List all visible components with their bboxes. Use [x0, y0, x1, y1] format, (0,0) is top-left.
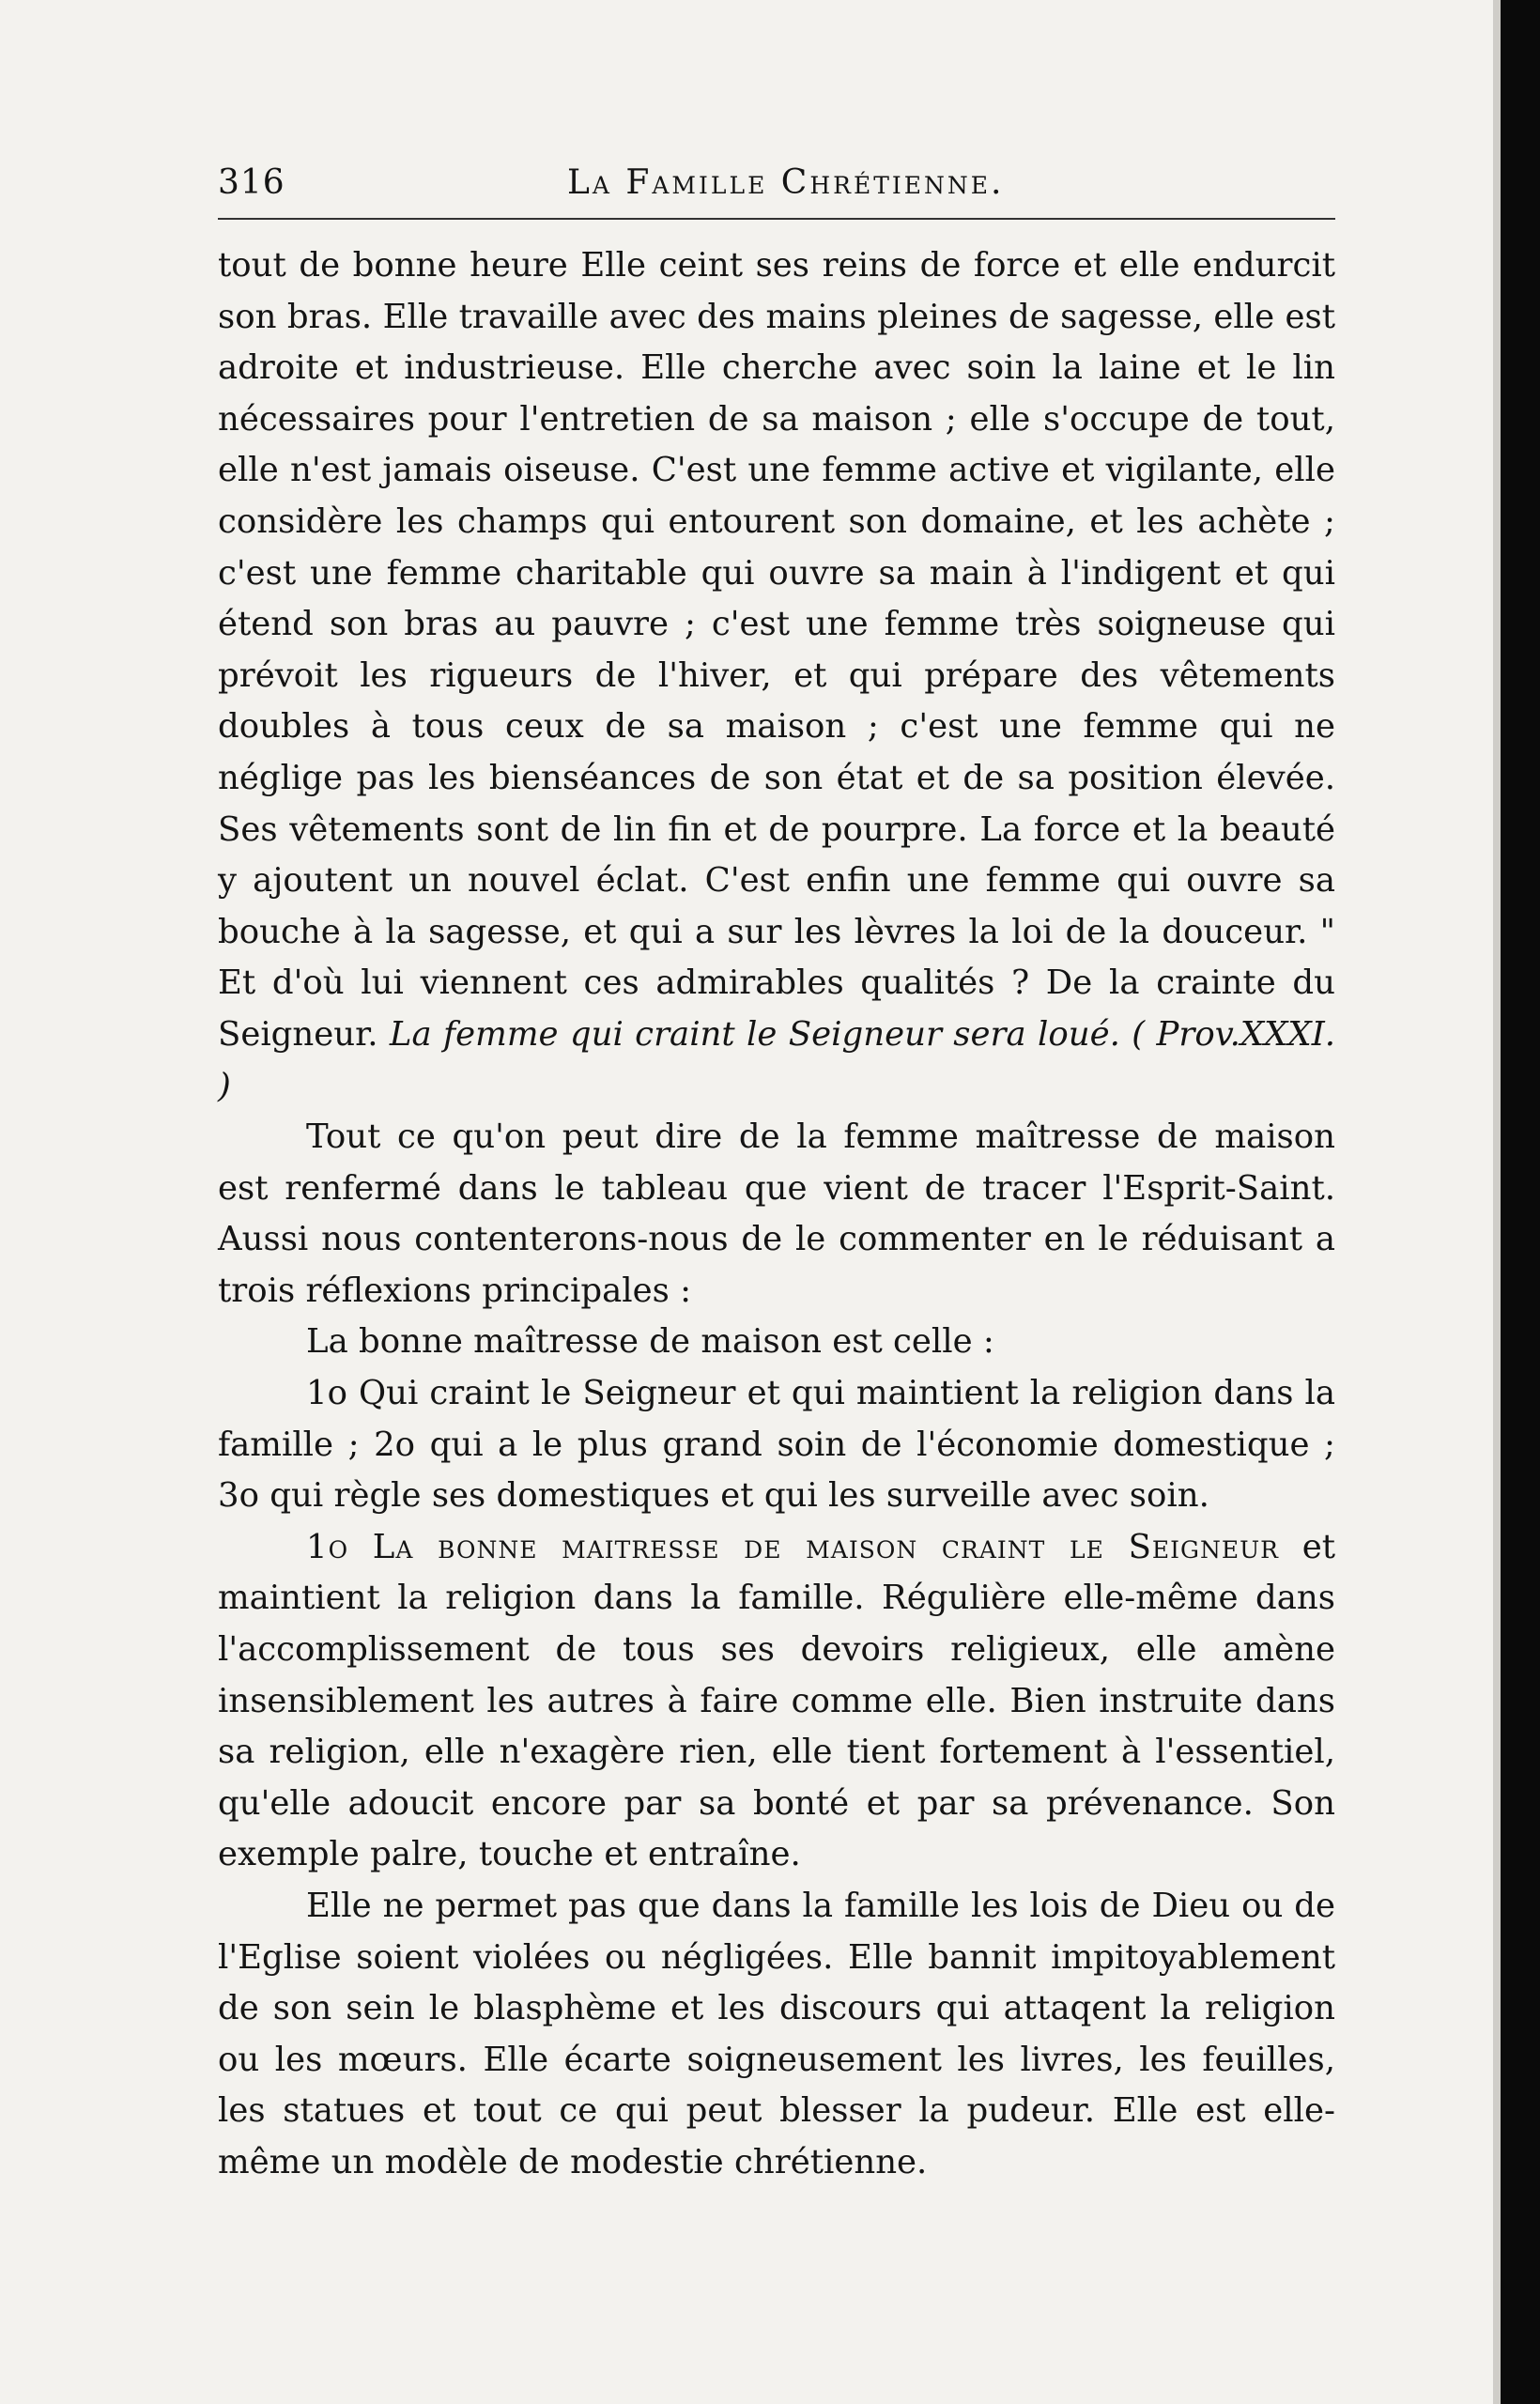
section-heading: 1o La bonne maitresse de maison craint le Seigneur	[306, 1527, 1280, 1566]
paragraph-4: 1o Qui craint le Seigneur et qui maintient la religion dans la famille ; 2o qui a le plus grand soin de l'économie domestique ; 3o qui règle ses domestiques et qui les surveille avec soin.	[218, 1374, 1335, 1516]
page-header	[218, 160, 1335, 216]
scripture-quote: La femme qui craint le Seigneur sera loué. ( Prov.XXXI. )	[218, 1014, 1335, 1105]
paragraph-3: La bonne maîtresse de maison est celle :	[306, 1322, 994, 1362]
header-rule	[218, 218, 1335, 220]
running-title: La Famille Chrétienne.	[567, 163, 1005, 202]
page-edge	[1493, 0, 1501, 2404]
paragraph-5-text: et maintient la religion dans la famille. Régulière elle-même dans l'accomplissement de tous ses devoirs religieux, elle amène insensiblement les autres à faire comme elle. Bien instruite dans sa religion, elle n'exagère rien, elle tient fortement à l'essentiel, qu'elle adoucit encore par sa bonté et par sa prévenance. Son exemple palre, touche et entraîne.	[218, 1527, 1335, 1874]
paragraph-2: Tout ce qu'on peut dire de la femme maîtresse de maison est renfermé dans le tableau que vient de tracer l'Esprit-Saint. Aussi nous contenterons-nous de le commenter en le réduisant a trois réflexions principales :	[218, 1117, 1335, 1310]
paragraph-1	[218, 240, 1335, 1112]
page-number: 316	[218, 163, 285, 202]
paragraph-1-text: tout de bonne heure Elle ceint ses reins de force et elle endurcit son bras. Elle travaille avec des mains pleines de sagesse, elle est adroite et industrieuse. Elle cherche avec soin la laine et le lin nécessaires pour l'entretien de sa maison ; elle s'occupe de tout, elle n'est jamais oiseuse. C'est une femme active et vigilante, elle considère les champs qui entourent son domaine, et les achète ; c'est une femme charitable qui ouvre sa main à l'indigent et qui étend son bras au pauvre ; c'est une femme très soigneuse qui prévoit les rigueurs de l'hiver, et qui prépare des vêtements doubles à tous ceux de sa maison ; c'est une femme qui ne néglige pas les bienséances de son état et de sa position élevée. Ses vêtements sont de lin fin et de pourpre. La force et la beauté y ajoutent un nouvel éclat. C'est enfin une femme qui ouvre sa bouche à la sagesse, et qui a sur les lèvres la loi de la douceur. " Et d'où lui viennent ces admirables qualités ? De la crainte du Seigneur.	[218, 246, 1335, 1054]
body-text	[218, 240, 1335, 2189]
paragraph-6: Elle ne permet pas que dans la famille les lois de Dieu ou de l'Eglise soient violées ou négligées. Elle bannit impitoyablement de son sein le blasphème et les discours qui attaqent la religion ou les mœurs. Elle écarte soigneusement les livres, les feuilles, les statues et tout ce qui peut blesser la pudeur. Elle est elle-même un modèle de modestie chrétienne.	[218, 1887, 1335, 2181]
paragraph-5	[218, 1522, 1335, 1881]
